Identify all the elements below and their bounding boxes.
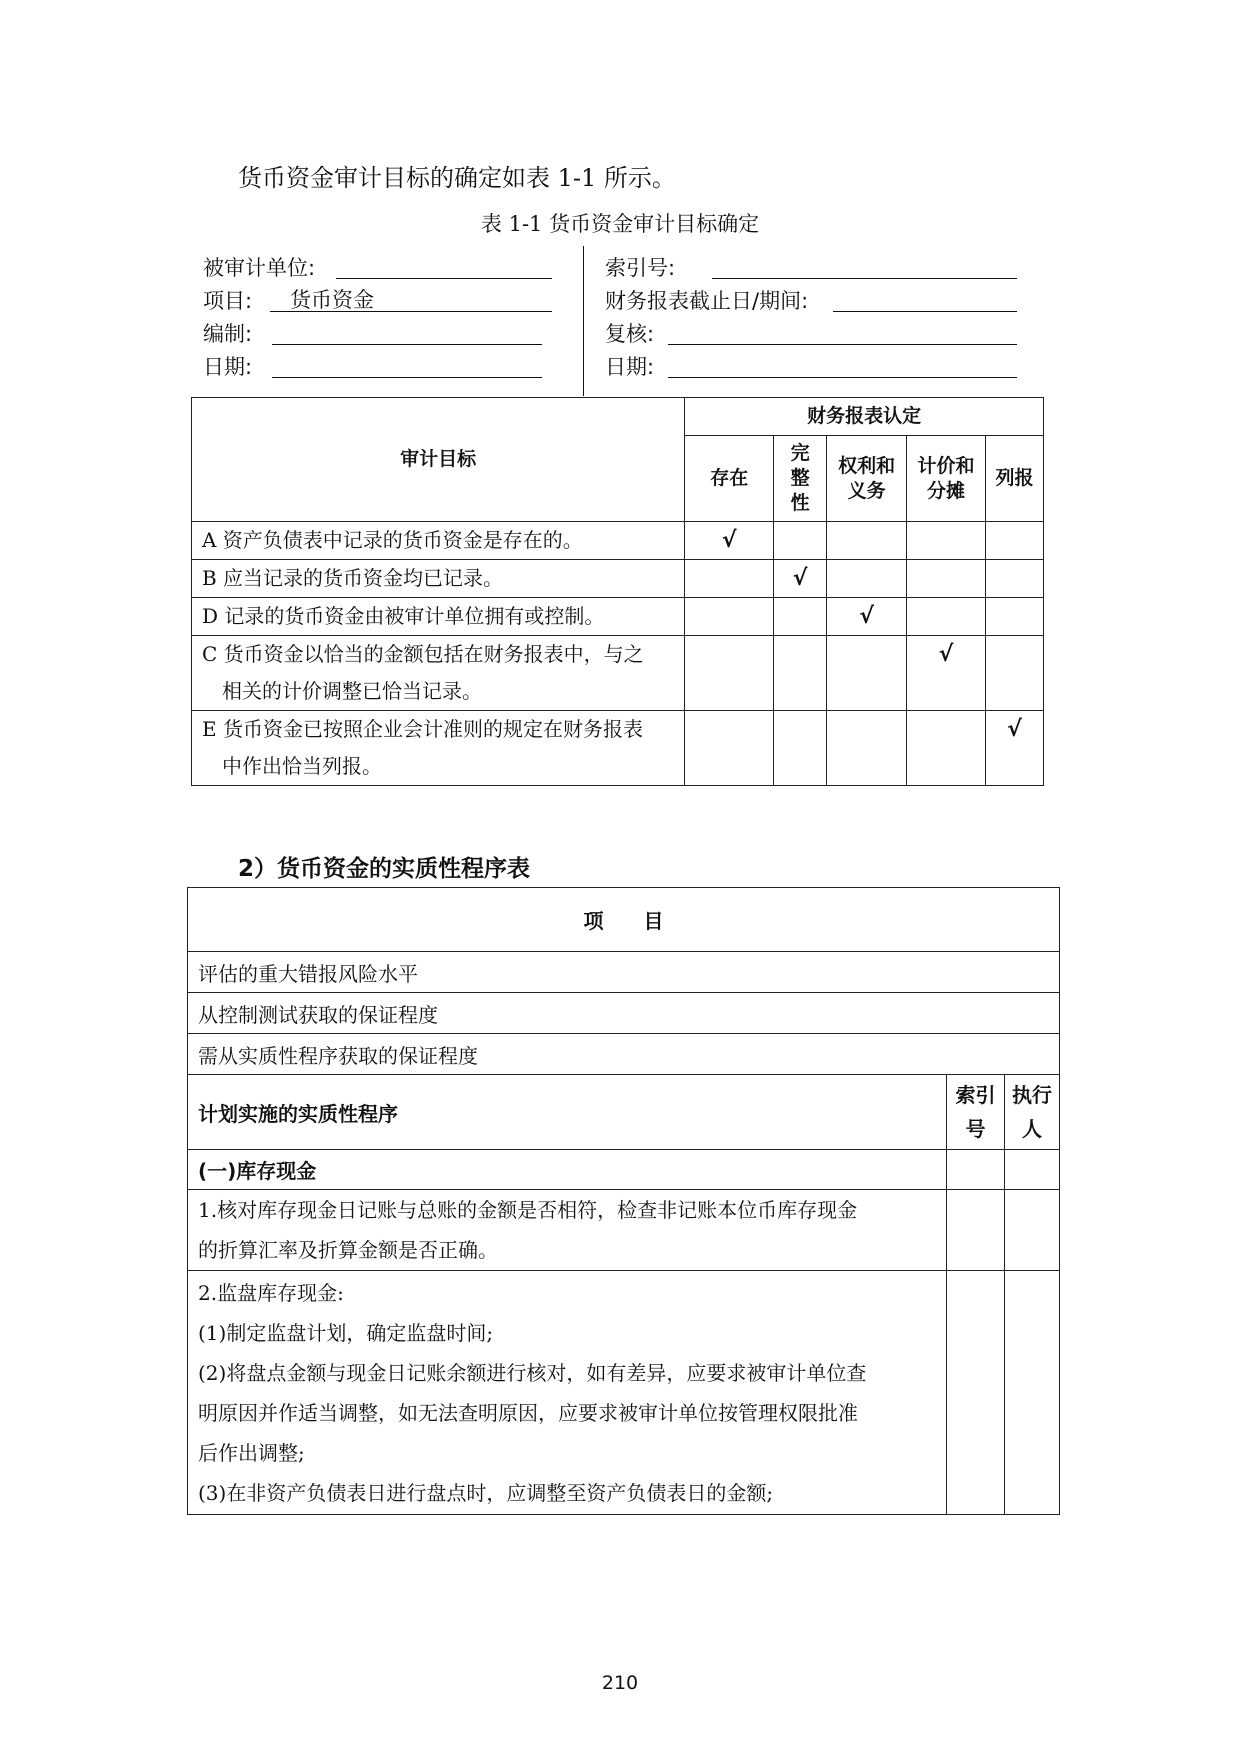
page-number: 210: [601, 1672, 639, 1694]
substantive-assurance-row: 需从实质性程序获取的保证程度: [188, 1034, 1060, 1075]
meta-label-audited-unit: 被审计单位:: [203, 256, 316, 280]
audit-objectives-table: [191, 397, 1044, 786]
procedure-line: 明原因并作适当调整，如无法查明原因，应要求被审计单位按管理权限批准: [198, 1401, 858, 1425]
procedure-line: 1.核对库存现金日记账与总账的金额是否相符，检查非记账本位币库存现金: [198, 1198, 858, 1222]
meta-label-prepared-by: 编制:: [203, 322, 253, 346]
section2-title: 2）货币资金的实质性程序表: [238, 856, 531, 882]
items-header: 项 目: [188, 888, 1060, 952]
procedure-line: (2)将盘点金额与现金日记账余额进行核对，如有差异，应要求被审计单位查: [198, 1361, 867, 1385]
check-mark: √: [774, 560, 827, 598]
objective-line: 相关的计价调整已恰当记录。: [222, 679, 482, 703]
assertion-existence: 存在: [685, 436, 774, 522]
meta-label-period: 财务报表截止日/期间:: [605, 289, 809, 313]
control-assurance-row: 从控制测试获取的保证程度: [188, 993, 1060, 1034]
procedure-item-1: [188, 1190, 947, 1271]
item-field[interactable]: 货币资金: [270, 285, 552, 312]
procedure-line: 2.监盘库存现金:: [198, 1281, 344, 1305]
reviewed-by-field[interactable]: [668, 318, 1017, 345]
assertion-presentation: 列报: [986, 436, 1044, 522]
audited-unit-field[interactable]: [336, 252, 552, 279]
objective-row: [192, 711, 1044, 786]
procedure-row: [188, 1190, 1060, 1271]
objective-text: B 应当记录的货币资金均已记录。: [192, 560, 685, 598]
procedure-line: 的折算汇率及折算金额是否正确。: [198, 1238, 498, 1262]
check-mark: √: [907, 636, 986, 711]
objective-text: [192, 711, 685, 786]
check-mark: √: [986, 711, 1044, 786]
procedure-item-2: [188, 1271, 947, 1515]
date-right-field[interactable]: [668, 351, 1017, 378]
meta-label-date-left: 日期:: [203, 355, 253, 379]
procedure-line: 后作出调整;: [198, 1441, 305, 1465]
prepared-by-field[interactable]: [272, 318, 542, 345]
objective-row: [192, 522, 1044, 560]
objective-row: [192, 598, 1044, 636]
procedure-row: [188, 1271, 1060, 1515]
assertion-completeness: [774, 436, 827, 522]
substantive-procedures-table: [187, 887, 1060, 1515]
check-mark: √: [685, 522, 774, 560]
objective-row: [192, 560, 1044, 598]
meta-label-reviewed-by: 复核:: [605, 322, 655, 346]
meta-label-date-right: 日期:: [605, 355, 655, 379]
assertion-valuation: [907, 436, 986, 522]
objective-text: D 记录的货币资金由被审计单位拥有或控制。: [192, 598, 685, 636]
period-field[interactable]: [833, 285, 1017, 312]
cash-group-header: (一)库存现金: [188, 1150, 947, 1190]
table1-caption: 表 1-1 货币资金审计目标确定: [480, 212, 760, 236]
executor-header-label: 执行人: [1011, 1083, 1052, 1141]
executor-header: [1004, 1075, 1059, 1150]
risk-level-row: 评估的重大错报风险水平: [188, 952, 1060, 993]
index-header-label: 索引号: [955, 1083, 996, 1141]
procedure-line: (3)在非资产负债表日进行盘点时，应调整至资产负债表日的金额;: [198, 1481, 774, 1505]
objective-header: 审计目标: [192, 398, 685, 522]
assertions-group-header: 财务报表认定: [685, 398, 1044, 436]
date-left-field[interactable]: [272, 351, 542, 378]
check-mark: √: [827, 598, 907, 636]
objective-line: C 货币资金以恰当的金额包括在财务报表中，与之: [202, 642, 644, 666]
meta-label-index: 索引号:: [605, 256, 676, 280]
index-header: [947, 1075, 1005, 1150]
intro-paragraph: 货币资金审计目标的确定如表 1-1 所示。: [238, 164, 676, 192]
objective-text: [192, 636, 685, 711]
procedures-header: 计划实施的实质性程序: [188, 1075, 947, 1150]
assertion-completeness-label: 完整性: [790, 442, 810, 514]
meta-label-item: 项目:: [203, 289, 253, 313]
assertion-valuation-label: 计价和分摊: [917, 454, 975, 502]
objective-text: A 资产负债表中记录的货币资金是存在的。: [192, 522, 685, 560]
objective-row: [192, 636, 1044, 711]
meta-divider: [583, 246, 584, 396]
assertion-rights: [827, 436, 907, 522]
assertion-rights-label: 权利和义务: [838, 454, 896, 502]
objective-line: E 货币资金已按照企业会计准则的规定在财务报表: [202, 717, 643, 741]
procedure-line: (1)制定监盘计划，确定监盘时间;: [198, 1321, 494, 1345]
index-field[interactable]: [712, 252, 1017, 279]
objective-line: 中作出恰当列报。: [222, 754, 382, 778]
